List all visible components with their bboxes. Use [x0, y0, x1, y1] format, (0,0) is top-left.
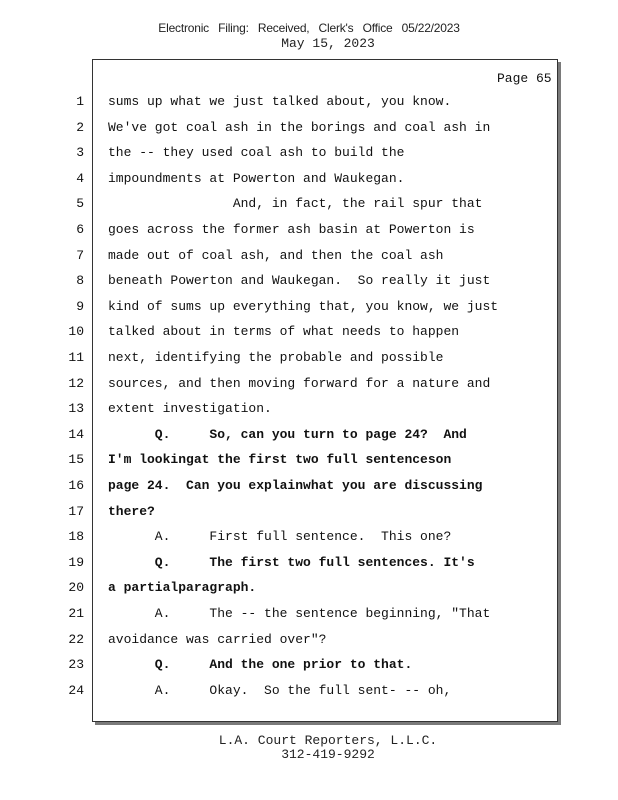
transcript-line — [0, 425, 618, 445]
line-number: 7 — [76, 247, 84, 263]
line-text: kind of sums up everything that, you know, we just — [108, 298, 499, 314]
transcript-line — [0, 655, 618, 675]
line-text: beneath Powerton and Waukegan. So really it just — [108, 273, 491, 289]
line-number: 3 — [76, 145, 84, 161]
line-text: A. First full sentence. This one? — [108, 529, 452, 545]
line-text: talked about in terms of what needs to happen — [108, 324, 460, 340]
line-number: 23 — [68, 657, 84, 673]
line-text: Q. The first two full sentences. It's — [108, 554, 475, 570]
line-number: 2 — [76, 119, 84, 135]
line-text: sums up what we just talked about, you know. — [108, 94, 452, 109]
line-number: 16 — [68, 478, 84, 493]
line-number: 6 — [76, 222, 84, 237]
transcript-line — [0, 169, 618, 189]
transcript-line — [0, 92, 618, 112]
line-text: A. The -- the sentence beginning, "That — [108, 606, 491, 621]
transcript-line — [0, 143, 618, 163]
line-number: 24 — [68, 682, 84, 698]
transcript-line — [0, 118, 618, 138]
line-number: 10 — [68, 324, 84, 340]
transcript-line — [0, 322, 618, 342]
line-number: 14 — [68, 426, 84, 442]
transcript-line — [0, 681, 618, 701]
line-text: made out of coal ash, and then the coal ash — [108, 247, 444, 263]
line-text: impoundments at Powerton and Waukegan. — [108, 170, 405, 186]
transcript-line — [0, 374, 618, 394]
line-text: sources, and then moving forward for a nature and — [108, 375, 491, 391]
transcript-line — [0, 578, 618, 598]
line-number: 8 — [76, 273, 84, 289]
line-text: Q. And the one prior to that. — [108, 657, 413, 673]
transcript-line — [0, 450, 618, 470]
line-number: 21 — [68, 606, 84, 621]
line-number: 4 — [76, 170, 84, 186]
line-text: I'm lookingat the first two full sentenceson — [108, 452, 452, 468]
line-text: A. Okay. So the full sent- -- oh, — [108, 682, 452, 698]
line-number: 17 — [68, 503, 84, 519]
line-text: next, identifying the probable and possible — [108, 350, 444, 365]
filing-stamp: Electronic Filing: Received, Clerk's Office 05/22/2023 — [158, 21, 460, 35]
transcript-line — [0, 297, 618, 317]
line-text: there? — [108, 503, 155, 519]
page-number: Page 65 — [497, 71, 552, 86]
line-text: a partialparagraph. — [108, 580, 257, 596]
transcript-line — [0, 194, 618, 214]
transcript-line — [0, 527, 618, 547]
transcript-line — [0, 220, 618, 240]
reporter-company: L.A. Court Reporters, L.L.C. — [218, 733, 438, 748]
line-text: avoidance was carried over"? — [108, 631, 327, 647]
line-number: 22 — [68, 631, 84, 647]
line-number: 13 — [68, 401, 84, 417]
line-text: extent investigation. — [108, 401, 272, 417]
line-text: the -- they used coal ash to build the — [108, 145, 405, 161]
transcript-line — [0, 630, 618, 650]
line-number: 1 — [76, 94, 84, 109]
line-number: 20 — [68, 580, 84, 596]
transcript-line — [0, 399, 618, 419]
transcript-line — [0, 553, 618, 573]
transcript-line — [0, 604, 618, 624]
line-number: 9 — [76, 298, 84, 314]
reporter-phone: 312-419-9292 — [281, 747, 375, 762]
line-text: We've got coal ash in the borings and coal ash in — [108, 119, 491, 135]
line-number: 11 — [68, 350, 84, 365]
line-text: Q. So, can you turn to page 24? And — [108, 426, 467, 442]
transcript-date: May 15, 2023 — [281, 36, 375, 51]
transcript-line — [0, 502, 618, 522]
line-text: And, in fact, the rail spur that — [108, 196, 483, 212]
line-text: goes across the former ash basin at Powerton is — [108, 222, 475, 237]
line-number: 5 — [76, 196, 84, 212]
line-text: page 24. Can you explainwhat you are discussing — [108, 478, 483, 493]
transcript-line — [0, 246, 618, 266]
line-number: 18 — [68, 529, 84, 545]
line-number: 12 — [68, 375, 84, 391]
transcript-line — [0, 271, 618, 291]
line-number: 19 — [68, 554, 84, 570]
footer — [0, 734, 618, 762]
line-number: 15 — [68, 452, 84, 468]
transcript-line — [0, 476, 618, 496]
transcript-line — [0, 348, 618, 368]
